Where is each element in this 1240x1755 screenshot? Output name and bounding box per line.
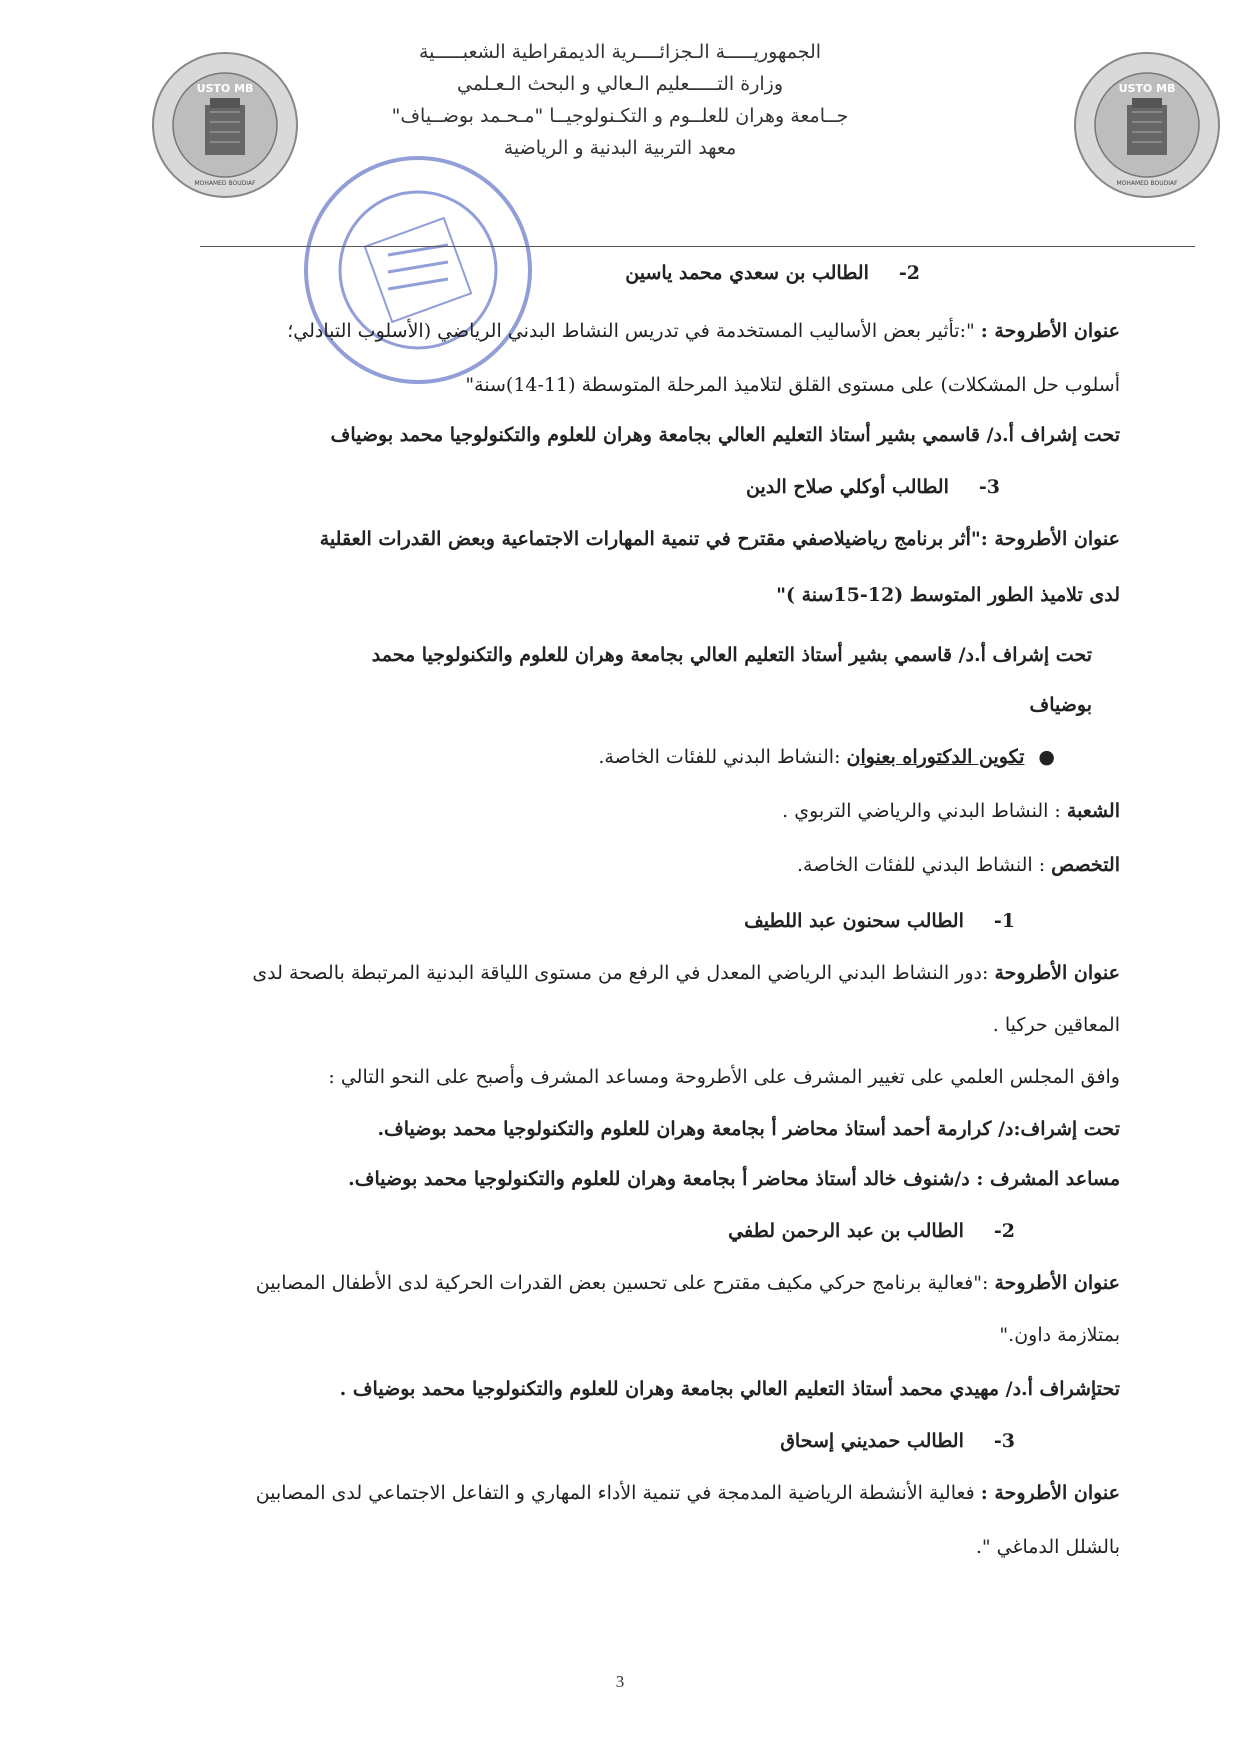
section-student-3-heading (746, 476, 1000, 498)
supervisor-line: تحتإشراف أ.د/ مهيدي محمد أستاذ التعليم العالي بجامعة وهران للعلوم والتكنولوجيا محمد بوضياف . (339, 1378, 1120, 1400)
header-institute: معهد التربية البدنية و الرياضية (503, 137, 737, 159)
header-republic: الجمهوريـــــة الـجزائــــرية الديمقراطية الشعبـــــية (418, 41, 822, 63)
thesis-title-line (252, 962, 1120, 984)
assistant-supervisor-line: مساعد المشرف : د/شنوف خالد أستاذ محاضر أ بجامعة وهران للعلوم والتكنولوجيا محمد بوضياف. (348, 1168, 1120, 1190)
thesis-title-text: :دور النشاط البدني الرياضي المعدل في الرفع من مستوى اللياقة البدنية المرتبطة بالصحة لدى (252, 962, 989, 984)
supervisor-line: تحت إشراف:د/ كرارمة أحمد أستاذ محاضر أ بجامعة وهران للعلوم والتكنولوجيا محمد بوضياف. (377, 1118, 1120, 1140)
student-name: الطالب بن سعدي محمد ياسين (625, 262, 869, 284)
thesis-title-label: عنوان الأطروحة (994, 962, 1120, 984)
student-name: الطالب سحنون عبد اللطيف (744, 910, 964, 932)
university-logo-right-icon (1072, 50, 1222, 200)
section-student-1-heading (744, 910, 1015, 932)
section-student-2b-heading (728, 1220, 1015, 1242)
section-student-3b-heading (780, 1430, 1015, 1452)
thesis-title-line: أسلوب حل المشكلات) على مستوى القلق لتلاميذ المرحلة المتوسطة (11-14)سنة" (465, 374, 1120, 396)
thesis-title-line (256, 1482, 1120, 1504)
header-divider (200, 246, 1195, 247)
university-logo-left-icon (150, 50, 300, 200)
item-number: 2- (993, 1220, 1015, 1242)
item-number: 3- (993, 1430, 1015, 1452)
thesis-title-line: بمتلازمة داون." (999, 1324, 1120, 1346)
svg-text:MOHAMED BOUDIAF: MOHAMED BOUDIAF (1116, 180, 1178, 187)
thesis-title-label: عنوان الأطروحة : (980, 320, 1120, 342)
logo-text: USTO MB (196, 82, 254, 95)
document-header (330, 36, 910, 164)
section-student-2-heading (625, 262, 920, 284)
page-number: 3 (615, 1672, 625, 1691)
thesis-title-line: عنوان الأطروحة :"أثر برنامج رياضيلاصفي مقترح في تنمية المهارات الاجتماعية وبعض القدرات العقلية (319, 528, 1120, 550)
thesis-title-line (256, 1272, 1120, 1294)
branch-line (782, 800, 1120, 822)
student-name: الطالب حمديني إسحاق (780, 1430, 964, 1452)
thesis-title-text: :"فعالية برنامج حركي مكيف مقترح على تحسين بعض القدرات الحركية لدى الأطفال المصابين (255, 1272, 989, 1294)
thesis-title-line (287, 320, 1120, 342)
specialty-label: التخصص (1051, 854, 1120, 876)
branch-value: : النشاط البدني والرياضي التربوي . (782, 800, 1061, 822)
specialty-line (797, 854, 1120, 876)
thesis-title-label: عنوان الأطروحة (994, 1272, 1120, 1294)
doctorate-value: :النشاط البدني للفئات الخاصة. (598, 746, 841, 768)
doctorate-program-line (598, 746, 1055, 768)
thesis-title-line: لدى تلاميذ الطور المتوسط (12-15سنة )" (776, 584, 1120, 606)
thesis-title-text: ":تأثير بعض الأساليب المستخدمة في تدريس النشاط البدني الرياضي (الأسلوب التبادلي؛ (287, 320, 975, 342)
item-number: 2- (898, 262, 920, 284)
logo-caption: MOHAMED BOUDIAF (194, 180, 256, 187)
svg-text:USTO MB: USTO MB (1118, 82, 1176, 95)
thesis-title-line: بالشلل الدماغي ". (975, 1536, 1120, 1558)
item-number: 1- (993, 910, 1015, 932)
thesis-title-text: فعالية الأنشطة الرياضية المدمجة في تنمية الأداء المهاري و التفاعل الاجتماعي لدى المصابين (255, 1482, 975, 1504)
header-university: جــامعة وهران للعلــوم و التكـنولوجيــا "مـحـمد بوضــياف" (391, 105, 849, 127)
supervisor-line: بوضياف (1029, 694, 1092, 716)
thesis-title-line: المعاقين حركيا . (992, 1014, 1120, 1036)
bullet-icon: ● (1038, 746, 1055, 768)
specialty-value: : النشاط البدني للفئات الخاصة. (796, 854, 1046, 876)
thesis-title-label: عنوان الأطروحة : (980, 1482, 1120, 1504)
item-number: 3- (978, 476, 1000, 498)
header-ministry: وزارة التـــــعليم الـعالي و البحث الـعـلمي (456, 73, 783, 95)
student-name: الطالب بن عبد الرحمن لطفي (728, 1220, 964, 1242)
council-decision-line: وافق المجلس العلمي على تغيير المشرف على الأطروحة ومساعد المشرف وأصبح على النحو التالي : (328, 1066, 1120, 1088)
supervisor-line: تحت إشراف أ.د/ قاسمي بشير أستاذ التعليم العالي بجامعة وهران للعلوم والتكنولوجيا محمد بوضياف (330, 424, 1120, 446)
official-stamp-icon (298, 150, 538, 390)
supervisor-line: تحت إشراف أ.د/ قاسمي بشير أستاذ التعليم العالي بجامعة وهران للعلوم والتكنولوجيا محمد (371, 644, 1092, 666)
student-name: الطالب أوكلي صلاح الدين (745, 476, 949, 498)
doctorate-label: تكوين الدكتوراه بعنوان (846, 746, 1025, 768)
branch-label: الشعبة (1066, 800, 1120, 822)
